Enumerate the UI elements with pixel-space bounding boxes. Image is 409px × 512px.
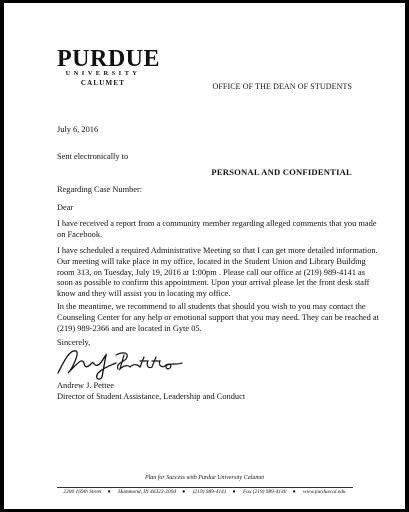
- sent-line: Sent electronically to: [57, 152, 129, 161]
- office-heading: OFFICE OF THE DEAN OF STUDENTS: [212, 82, 352, 91]
- footer-address-street: 2200 169th Street: [63, 489, 102, 495]
- signer-name: Andrew J. Pettee: [57, 381, 114, 390]
- salutation: Dear: [57, 203, 74, 212]
- paragraph-line: Counseling Center for any help or emotional support that you may need. They can be reached at: [57, 312, 379, 322]
- case-line: Regarding Case Number:: [57, 185, 143, 194]
- footer-contact: 2200 169th Street ● Hammond, IN 46323-2094 ● (219) 989-4141 ● Fax (219) 989-4140 ● www.purduecal.edu: [63, 489, 346, 495]
- paragraph-line: I have scheduled a required Administrative Meeting so that I can get more detailed information.: [57, 246, 378, 255]
- footer-slogan: Plan for Success with Purdue University Calumet: [144, 475, 265, 481]
- paragraph-2: [57, 246, 378, 300]
- paragraph-3: [57, 302, 379, 334]
- confidential-notice: PERSONAL AND CONFIDENTIAL: [211, 167, 352, 177]
- signer-title: Director of Student Assistance, Leadership and Conduct: [57, 392, 246, 401]
- letter-page: [4, 3, 405, 509]
- paragraph-line: room 313, on Tuesday, July 19, 2016 at 1:00pm . Please call our office at (219) 989-4141 as: [57, 267, 365, 277]
- footer-address-city: Hammond, IN 46323-2094: [118, 489, 177, 495]
- closing: Sincerely,: [57, 338, 91, 347]
- paragraph-1: [57, 219, 377, 241]
- paragraph-line: soon as possible to confirm this appointment. Upon your arrival please let the front desk staff: [57, 278, 370, 288]
- paragraph-line: I have received a report from a community member regarding alleged comments that you made: [57, 219, 377, 228]
- footer-fax: Fax (219) 989-4140: [243, 489, 287, 495]
- paragraph-line: know and they will assist you in locating my office.: [57, 289, 231, 299]
- logo-wordmark: PURDUE: [57, 46, 160, 72]
- footer-divider: [57, 487, 353, 488]
- logo-campus: CALUMET: [80, 79, 126, 87]
- handwritten-signature: [54, 343, 184, 383]
- letter-date: July 6, 2016: [57, 125, 99, 134]
- paragraph-line: on Facebook.: [57, 229, 103, 239]
- logo-university: UNIVERSITY: [65, 70, 141, 77]
- paragraph-line: In the meantime, we recommend to all students that should you wish to you may contact the: [57, 302, 366, 311]
- footer-phone: (219) 989-4141: [192, 489, 227, 495]
- purdue-logo: [57, 46, 160, 88]
- footer-web: www.purduecal.edu: [303, 489, 346, 495]
- paragraph-line: (219) 989-2366 and are located in Gyte 05.: [57, 323, 202, 333]
- paragraph-line: Our meeting will take place in my office, located in the Student Union and Library Building: [57, 256, 366, 266]
